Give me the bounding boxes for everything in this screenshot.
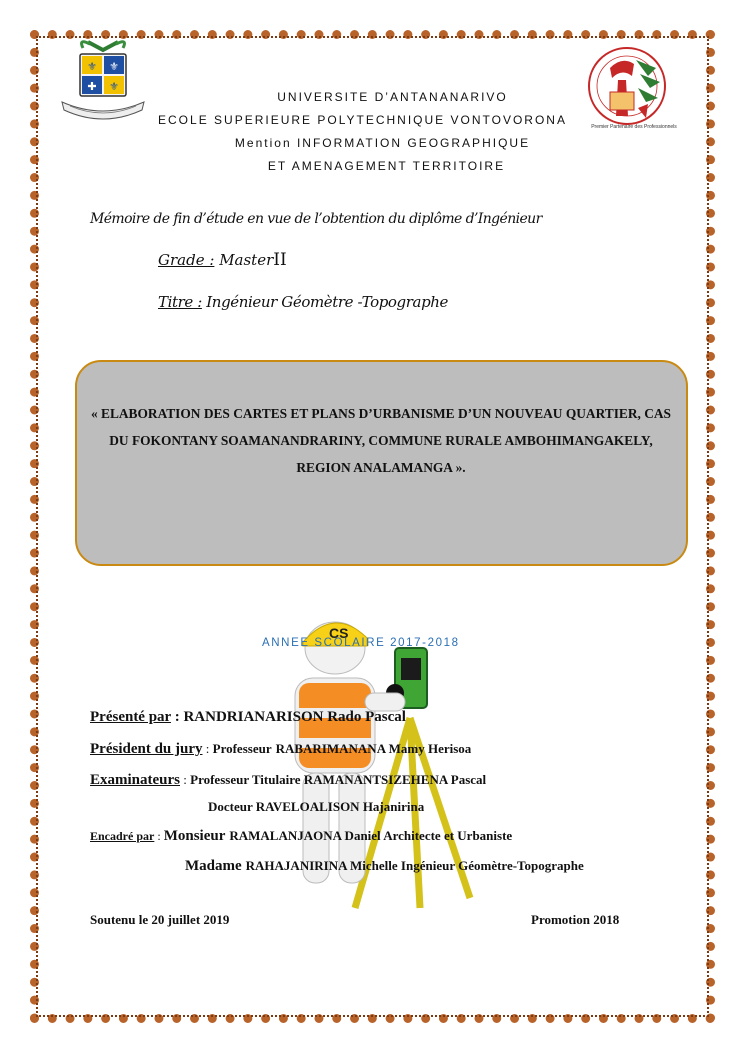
promotion: Promotion 2018 — [531, 912, 620, 927]
mention-line: Mention INFORMATION GEOGRAPHIQUE — [234, 136, 531, 150]
encadre-title-2: Madame — [185, 858, 242, 874]
svg-text:⚜: ⚜ — [109, 61, 119, 73]
president-value: RABARIMANANA Mamy Herisoa — [275, 741, 472, 756]
examinateurs-label: Examinateurs — [90, 772, 180, 788]
encadre-line-2 — [185, 857, 584, 875]
encadre-line-1 — [90, 827, 512, 845]
grade-label: Grade : — [158, 251, 215, 269]
examinateurs-sep: : — [180, 772, 191, 787]
presente-sep: : — [170, 709, 184, 725]
svg-text:✚: ✚ — [87, 81, 97, 93]
school-name: ECOLE SUPERIEURE POLYTECHNIQUE VONTOVORONA — [158, 113, 567, 127]
svg-text:⚜: ⚜ — [87, 61, 97, 73]
grade-line — [158, 250, 287, 270]
soutenu-date: Soutenu le 20 juillet 2019 — [90, 912, 230, 927]
university-name: UNIVERSITE D’ANTANANARIVO — [277, 90, 508, 104]
titre-label: Titre : — [158, 293, 202, 311]
examinateurs-line — [90, 771, 486, 789]
thesis-title: « ELABORATION DES CARTES ET PLANS D’URBANISME D’UN NOUVEAU QUARTIER, CAS DU FOKONTANY SOAMANANDRARINY, COMMUNE RURALE AMBOHIMANGAKELY, REGION ANALAMANGA ». — [90, 406, 672, 475]
titre-value: Ingénieur Géomètre -Topographe — [206, 293, 449, 311]
encadre-title-1: Monsieur — [163, 828, 226, 844]
encadre-label: Encadré par — [90, 829, 155, 843]
presente-value: RANDRIANARISON Rado Pascal — [183, 709, 406, 725]
grade-roman: II — [273, 250, 287, 270]
svg-text:⚜: ⚜ — [109, 81, 119, 93]
president-sep: : — [202, 741, 213, 756]
presente-line — [90, 709, 406, 726]
mention-line-2: ET AMENAGEMENT TERRITOIRE — [267, 159, 506, 173]
president-label: Président du jury — [90, 741, 203, 757]
annee-scolaire: ANNEE SCOLAIRE 2017-2018 — [262, 637, 460, 649]
examinateur-1: Professeur Titulaire RAMANANTSIZEHENA Pascal — [190, 772, 487, 787]
svg-text:CS: CS — [329, 625, 349, 641]
memoire-line: Mémoire de fin d’étude en vue de l’obtention du diplôme d’Ingénieur — [90, 211, 542, 227]
grade-value: Master — [219, 251, 274, 269]
titre-line — [158, 293, 448, 311]
partner-caption: Premier Partenaire des Professionnels — [591, 124, 677, 130]
university-crest-icon — [58, 40, 148, 122]
encadre-rest-1: RAMALANJAONA Daniel Architecte et Urbaniste — [229, 828, 513, 843]
examinateur-2: Docteur RAVELOALISON Hajanirina — [208, 799, 425, 814]
encadre-rest-2: RAHAJANIRINA Michelle Ingénieur Géomètre-Topographe — [245, 858, 584, 873]
encadre-sep: : — [154, 829, 164, 843]
president-line — [90, 740, 471, 758]
presente-label: Présenté par — [90, 709, 171, 725]
president-title: Professeur — [212, 741, 272, 756]
